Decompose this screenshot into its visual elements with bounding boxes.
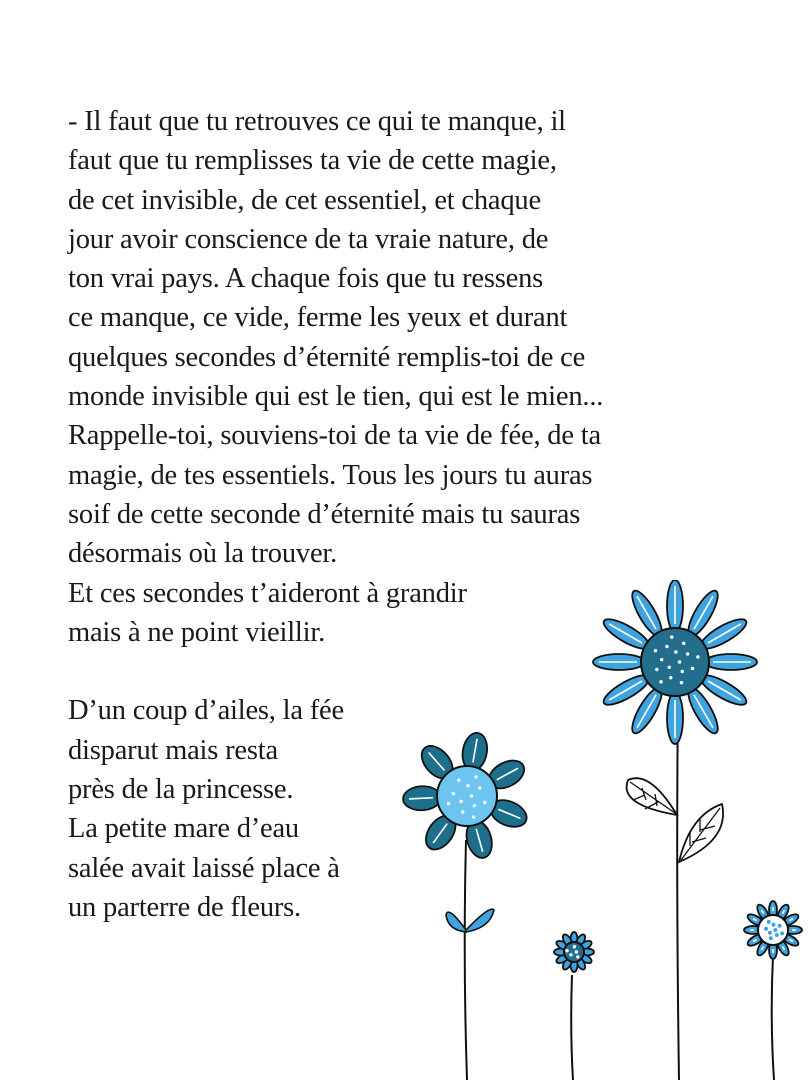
center-dot [452,792,455,795]
paragraph-1 [68,102,708,652]
center-dot [682,642,685,645]
leaf [446,912,466,932]
center-dot [778,924,782,928]
text-line: près de la princesse. [68,774,294,806]
center-dot [681,670,684,673]
center-dot [573,945,576,948]
text-line: magie, de tes essentiels. Tous les jours tu auras [68,459,593,491]
center-dot [674,650,677,653]
text-line: disparut mais resta [68,734,278,766]
center-dot [669,676,672,679]
flower [744,901,802,959]
flower [593,580,757,744]
center-dot [780,931,784,935]
flower-illustration [380,580,810,1080]
center-dot [668,666,671,669]
center-dot [470,794,473,797]
center-dot [576,955,579,958]
leaf [466,909,494,932]
text-line: jour avoir conscience de ta vraie nature, de [68,223,549,255]
text-line: monde invisible qui est le tien, qui est le mien... [68,381,604,413]
center-dot [670,635,673,638]
center-dot [665,645,668,648]
center-dot [447,802,450,805]
center-dot [474,775,477,778]
center-dot [764,927,768,931]
text-line: de cet invisible, de cet essentiel, et chaque [68,184,541,216]
center-dot [680,681,683,684]
text-line: ton vrai pays. A chaque fois que tu ressens [68,263,544,295]
text-line: faut que tu remplisses ta vie de cette magie, [68,145,557,177]
text-line: un parterre de fleurs. [68,891,301,923]
text-line: salée avait laissé place à [68,852,340,884]
center-dot [691,667,694,670]
stem [465,840,467,1080]
center-dot [686,652,689,655]
text-line: soif de cette seconde d’éternité mais tu sauras [68,498,581,530]
text-line: désormais où la trouver. [68,538,338,570]
flower-center [437,766,497,826]
center-dot [655,668,658,671]
center-dot [775,933,779,937]
center-dot [768,931,772,935]
center-dot [575,950,578,953]
stem [677,695,679,1080]
center-dot [660,658,663,661]
center-dot [659,680,662,683]
text-line: Rappelle-toi, souviens-toi de ta vie de fée, de ta [68,420,601,452]
center-dot [767,920,771,924]
center-dot [696,655,699,658]
center-dot [478,786,481,789]
flower-center [641,628,709,696]
center-dot [461,810,464,813]
center-dot [472,815,475,818]
text-line: quelques secondes d’éternité remplis-toi de ce [68,341,586,373]
flower-center [758,915,788,945]
center-dot [459,800,462,803]
center-dot [473,804,476,807]
leaf [679,804,723,862]
leaf [627,778,677,815]
center-dot [483,801,486,804]
center-dot [565,949,568,952]
center-dot [773,928,777,932]
text-line: D’un coup d’ailes, la fée [68,695,344,727]
text-line: La petite mare d’eau [68,813,299,845]
center-dot [771,923,775,927]
flower [402,731,530,861]
center-dot [654,649,657,652]
text-line: mais à ne point vieillir. [68,616,325,648]
stem [571,975,573,1080]
flower [554,932,594,972]
text-line: ce manque, ce vide, ferme les yeux et durant [68,302,568,334]
center-dot [457,779,460,782]
text-line: Et ces secondes t’aideront à grandir [68,577,467,609]
text-line: - Il faut que tu retrouves ce qui te manque, il [68,106,566,137]
center-dot [678,660,681,663]
center-dot [769,936,773,940]
center-dot [466,784,469,787]
center-dot [569,953,572,956]
stem [772,955,774,1080]
